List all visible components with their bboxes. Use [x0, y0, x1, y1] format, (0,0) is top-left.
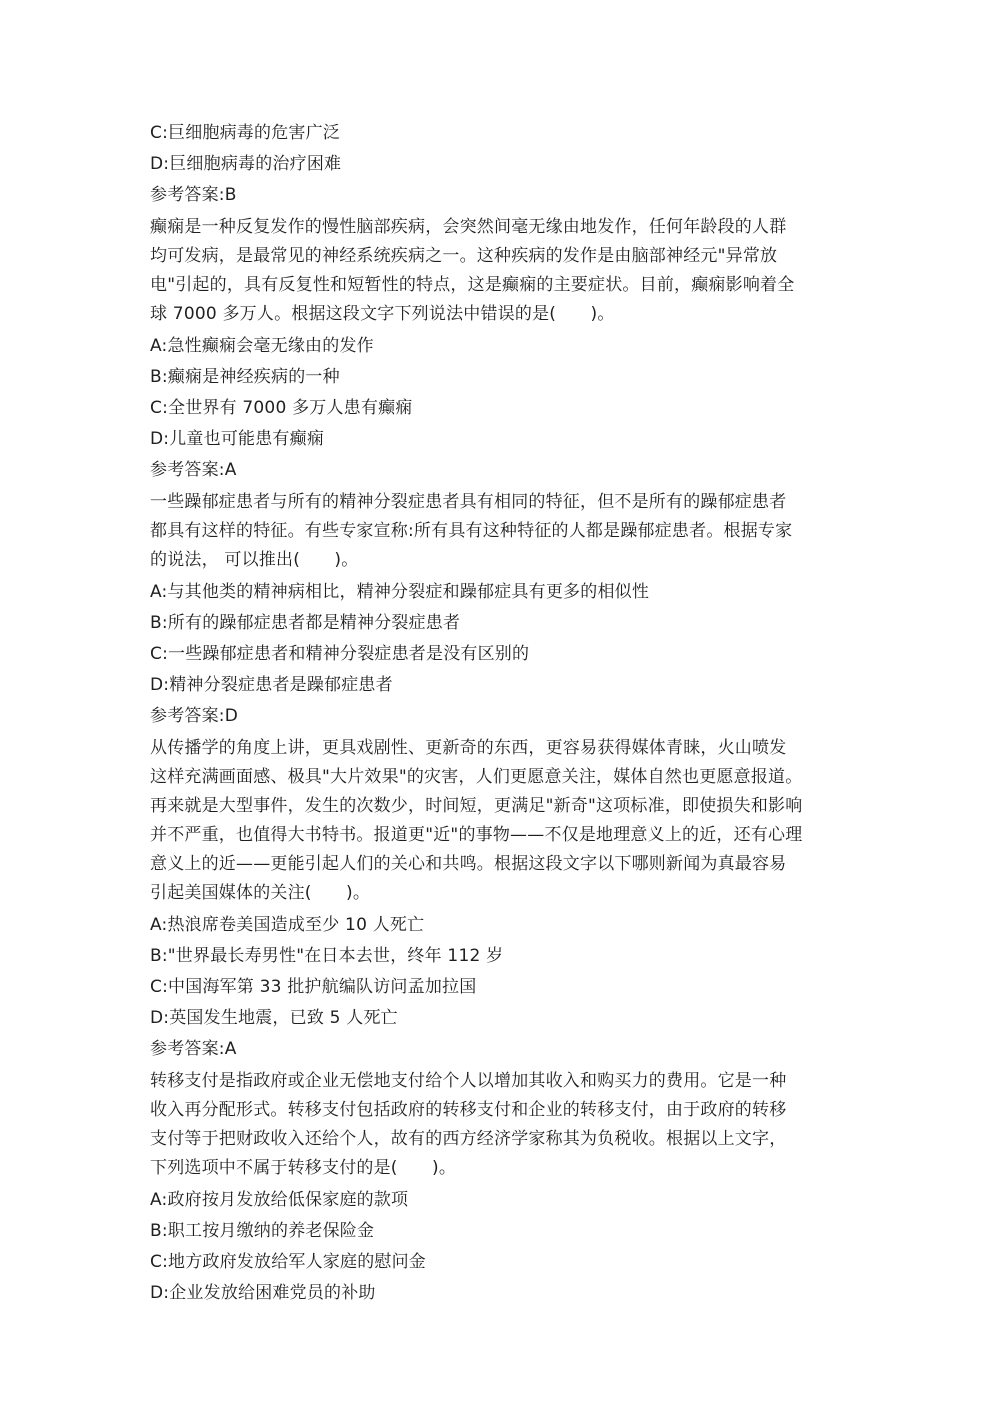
option-line: B:癫痫是神经疾病的一种	[150, 367, 340, 387]
option-line: C:巨细胞病毒的危害广泛	[150, 123, 340, 143]
stem-line: 球 7000 多万人。根据这段文字下列说法中错误的是( )。	[150, 304, 615, 324]
stem-line: 癫痫是一种反复发作的慢性脑部疾病，会突然间毫无缘由地发作，任何年龄段的人群	[150, 217, 787, 237]
stem-line: 并不严重，也值得大书特书。报道更"近"的事物——不仅是地理意义上的近，还有心理	[150, 825, 803, 845]
stem-line: 转移支付是指政府或企业无偿地支付给个人以增加其收入和购买力的费用。它是一种	[150, 1071, 787, 1091]
option-line: D:企业发放给困难党员的补助	[150, 1283, 376, 1303]
stem-line: 电"引起的，具有反复性和短暂性的特点，这是癫痫的主要症状。目前，癫痫影响着全	[150, 275, 795, 295]
stem-line: 的说法， 可以推出( )。	[150, 550, 359, 570]
option-line: C:地方政府发放给军人家庭的慰问金	[150, 1252, 426, 1272]
question-stem	[150, 486, 860, 577]
stem-line: 支付等于把财政收入还给个人，故有的西方经济学家称其为负税收。根据以上文字，	[150, 1129, 787, 1149]
question-stem	[150, 1065, 860, 1185]
option-line: D:儿童也可能患有癫痫	[150, 429, 325, 449]
answer-line: 参考答案:A	[150, 460, 237, 480]
option-line: A:急性癫痫会毫无缘由的发作	[150, 336, 374, 356]
stem-line: 都具有这样的特征。有些专家宣称:所有具有这种特征的人都是躁郁症患者。根据专家	[150, 521, 793, 541]
option-line: A:热浪席卷美国造成至少 10 人死亡	[150, 915, 425, 935]
option-line: C:中国海军第 33 批护航编队访问孟加拉国	[150, 977, 477, 997]
stem-line: 再来就是大型事件，发生的次数少，时间短，更满足"新奇"这项标准，即使损失和影响	[150, 796, 803, 816]
option-line: A:与其他类的精神病相比，精神分裂症和躁郁症具有更多的相似性	[150, 582, 650, 602]
option-line: B:职工按月缴纳的养老保险金	[150, 1221, 375, 1241]
stem-line: 从传播学的角度上讲，更具戏剧性、更新奇的东西，更容易获得媒体青睐，火山喷发	[150, 738, 787, 758]
option-line: B:"世界最长寿男性"在日本去世，终年 112 岁	[150, 946, 504, 966]
question-stem	[150, 211, 860, 331]
option-line: B:所有的躁郁症患者都是精神分裂症患者	[150, 613, 461, 633]
stem-line: 下列选项中不属于转移支付的是( )。	[150, 1158, 457, 1178]
question-stem	[150, 732, 860, 910]
option-line: D:精神分裂症患者是躁郁症患者	[150, 675, 393, 695]
option-line: D:英国发生地震，已致 5 人死亡	[150, 1008, 398, 1028]
option-line: D:巨细胞病毒的治疗困难	[150, 154, 342, 174]
option-line: C:一些躁郁症患者和精神分裂症患者是没有区别的	[150, 644, 530, 664]
stem-line: 一些躁郁症患者与所有的精神分裂症患者具有相同的特征，但不是所有的躁郁症患者	[150, 492, 787, 512]
answer-line: 参考答案:D	[150, 706, 239, 726]
stem-line: 意义上的近——更能引起人们的关心和共鸣。根据这段文字以下哪则新闻为真最容易	[150, 854, 787, 874]
stem-line: 均可发病，是最常见的神经系统疾病之一。这种疾病的发作是由脑部神经元"异常放	[150, 246, 778, 266]
answer-line: 参考答案:B	[150, 185, 237, 205]
stem-line: 引起美国媒体的关注( )。	[150, 883, 371, 903]
option-line: A:政府按月发放给低保家庭的款项	[150, 1190, 409, 1210]
stem-line: 收入再分配形式。转移支付包括政府的转移支付和企业的转移支付，由于政府的转移	[150, 1100, 787, 1120]
option-line: C:全世界有 7000 多万人患有癫痫	[150, 398, 413, 418]
document-page	[150, 118, 860, 1309]
stem-line: 这样充满画面感、极具"大片效果"的灾害，人们更愿意关注，媒体自然也更愿意报道。	[150, 767, 803, 787]
answer-line: 参考答案:A	[150, 1039, 237, 1059]
